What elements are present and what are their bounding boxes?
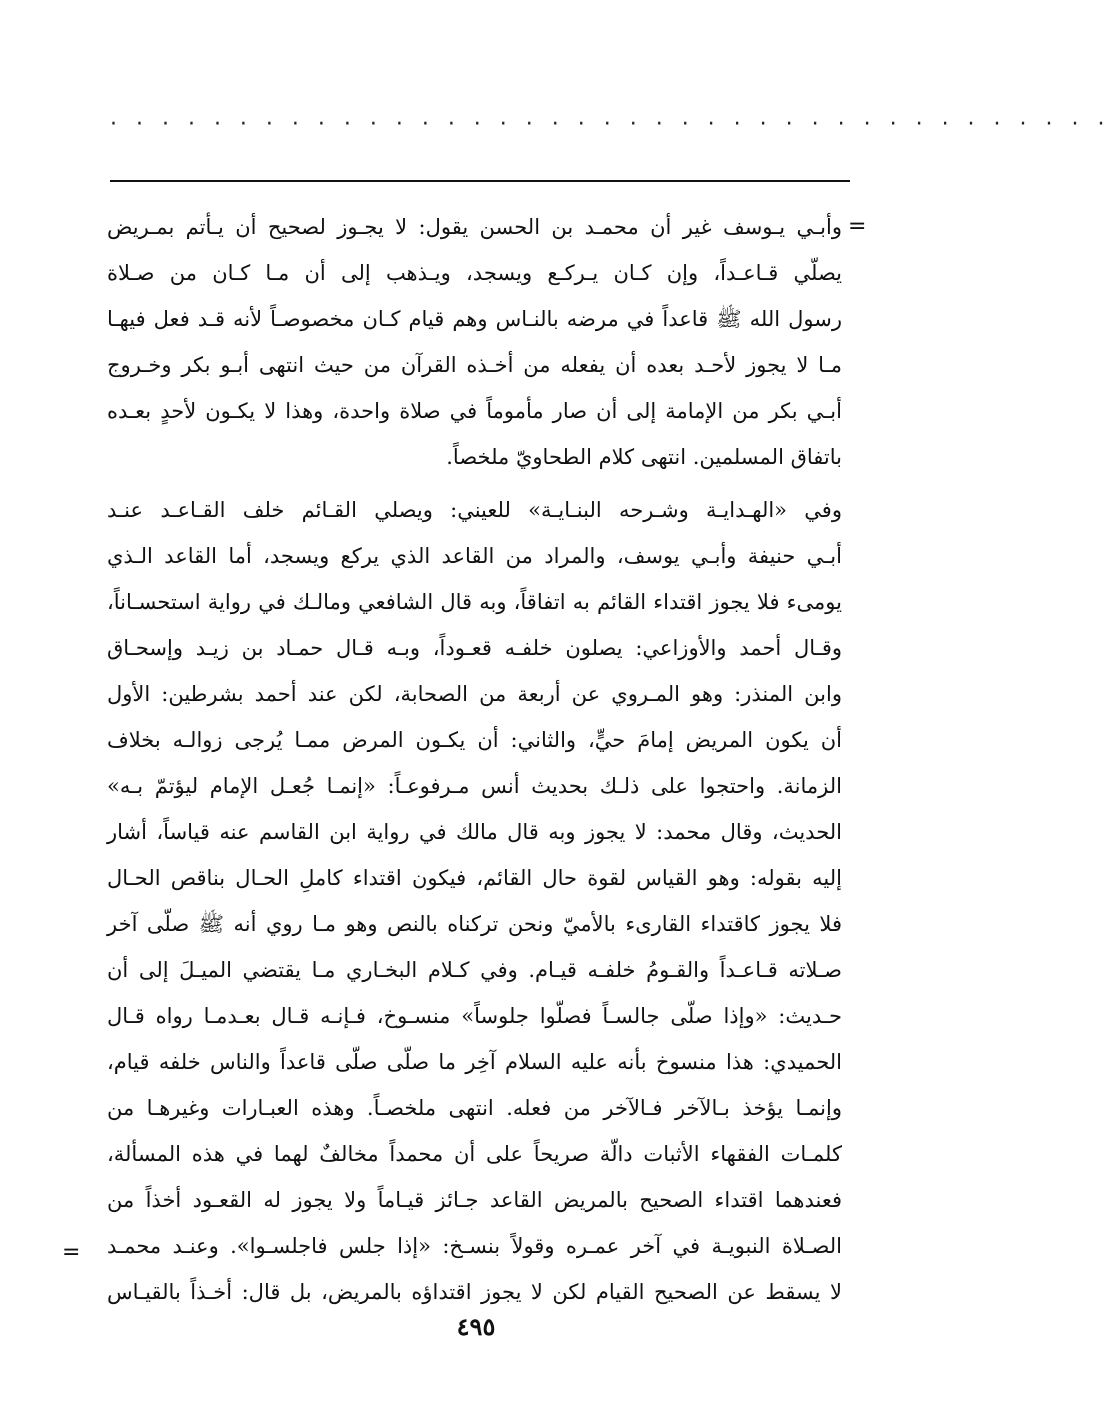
text-line: فلا يجوز كاقتداء القارىء بالأميّ ونحن تركناه بالنص وهو مـا روي أنه ﷺ صلّى آخر — [107, 912, 842, 936]
header-dotted-divider: · · · · · · · · · · · · · · · · · · · · · · · · · · · · · · · · · · · · · · · — [110, 112, 1110, 137]
text-line: أبـي حنيفة وأبـي يوسف، والمراد من القاعد الذي يركع ويسجد، أما القاعد الـذي — [107, 544, 842, 568]
text-line: لا يسقط عن الصحيح القيام لكن لا يجوز اقتداؤه بالمريض، بل قال: أخـذاً بالقيـاس — [107, 1280, 842, 1304]
text-line: باتفاق المسلمين. انتهى كلام الطحاويّ ملخصاً. — [446, 445, 842, 469]
text-line: رسول الله ﷺ قاعداً في مرضه بالنـاس وهم قيام كـان مخصوصـاً لأنه قـد فعل فيهـا — [107, 307, 842, 331]
text-line: أبـي بكر من الإمامة إلى أن صار مأموماً في صلاة واحدة، وهذا لا يكـون لأحدٍ بعـده — [107, 399, 842, 423]
text-line: وابن المنذر: وهو المـروي عن أربعة من الصحابة، لكن عند أحمد بشرطين: الأول — [107, 682, 842, 706]
text-line: الحديث، وقال محمد: لا يجوز وبه قال مالك في رواية ابن القاسم عنه قياساً، أشار — [107, 820, 842, 844]
text-line: وإنمـا يؤخذ بـالآخر فـالآخر من فعله. انتهى ملخصـاً. وهذه العبـارات وغيرهـا من — [107, 1096, 842, 1120]
text-line: صـلاته قـاعـداً والقـومُ خلفـه قيـام. وفي كـلام البخـاري مـا يقتضي الميـلَ إلى أن — [107, 958, 842, 982]
text-line: إليه بقوله: وهو القياس لقوة حال القائم، فيكون اقتداء كاملِ الحـال بناقص الحـال — [107, 866, 842, 890]
text-line: كلمـات الفقهاء الأثبات دالّة صريحاً على أن محمداً مخالفٌ لهما في هذه المسألة، — [107, 1142, 842, 1166]
text-line: وأبـي يـوسف غير أن محمـد بن الحسن يقول: لا يجـوز لصحيح أن يـأتم بمـريض — [107, 215, 842, 239]
text-line: الصـلاة النبويـة في آخر عمـره وقولاً بنسـخ: «إذا جلس فاجلسـوا». وعنـد محمـد — [107, 1234, 842, 1258]
text-line: وفي «الهـدايـة وشـرحه البنـايـة» للعيني: ويصلي القـائم خلف القـاعـد عنـد — [107, 498, 842, 522]
text-line: يومىء فلا يجوز اقتداء القائم به اتفاقاً، وبه قال الشافعي ومالـك في رواية استحسـاناً، — [107, 590, 842, 614]
text-line: فعندهما اقتداء الصحيح بالمريض القاعد جـائز قيـاماً ولا يجوز له القعـود أخذاً من — [107, 1188, 842, 1212]
header-rule — [110, 180, 850, 182]
text-line: يصلّي قـاعـداً، وإن كـان يـركـع ويسجد، ويـذهب إلى أن مـا كـان من صـلاة — [107, 261, 842, 285]
text-line: الزمانة. واحتجوا على ذلـك بحديث أنس مـرفوعـاً: «إنمـا جُعـل الإمام ليؤتمّ بـه» — [107, 774, 842, 798]
page-number: ٤٩٥ — [456, 1312, 496, 1341]
text-line: حـديث: «وإذا صلّى جالسـاً فصلّوا جلوساً» منسـوخ، فـإنـه قـال بعـدمـا رواه قـال — [107, 1004, 842, 1028]
text-line: وقـال أحمد والأوزاعي: يصلون خلفـه قعـوداً، وبـه قـال حمـاد بن زيـد وإسحـاق — [107, 636, 842, 660]
paragraph-hidaya-quote — [107, 487, 842, 1315]
text-line: أن يكون المريض إمامَ حيٍّ، والثاني: أن يكـون المرض ممـا يُرجى زوالـه بخلاف — [107, 728, 842, 752]
text-line: مـا لا يجوز لأحـد بعده أن يفعله من أخـذه القرآن من حيث انتهى أبـو بكر وخـروج — [107, 353, 842, 377]
text-line: الحميدي: هذا منسوخ بأنه عليه السلام آخِر ما صلّى صلّى قاعداً والناس خلفه قيام، — [107, 1050, 842, 1074]
paragraph-continued-footnote — [107, 204, 842, 480]
continuation-marker-bottom: = — [62, 1240, 81, 1265]
continuation-marker-top: = — [848, 214, 867, 239]
